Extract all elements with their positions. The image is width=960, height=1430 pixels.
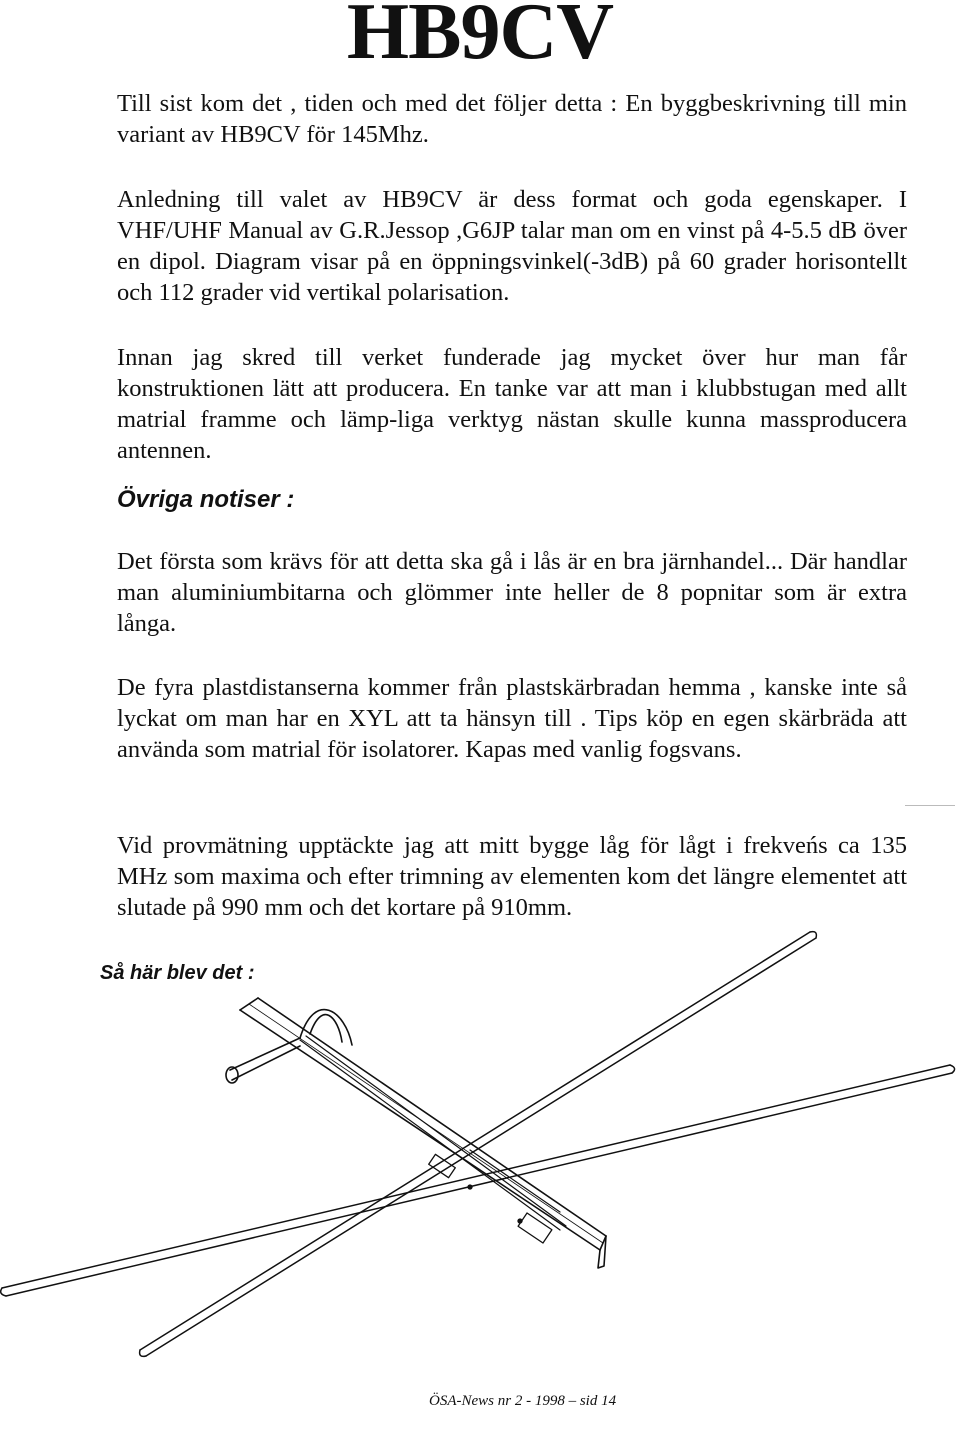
long-element (1, 1065, 955, 1296)
subheading-notices: Övriga notiser : (117, 486, 295, 513)
paragraph-motivation: Anledning till valet av HB9CV är dess format och goda egenskaper. I VHF/UHF Manual av G.R.Jessop ,G6JP talar man om en vinst på 4-5.5 dB över en dipol. Diagram visar på en öppningsvinkel(-3dB) på 60 grader horisontellt och 112 grader vid vertikal polarisation. (117, 186, 907, 306)
figure-caption: Så här blev det : (100, 962, 255, 984)
page-footer: ÖSA-News nr 2 - 1998 – sid 14 (429, 1393, 617, 1409)
paragraph-measurement: Vid provmätning upptäckte jag att mitt bygge låg för lågt i frekveńs ca 135 MHz som maxima och efter trimning av elementen kom det längre elementet att slutade på 990 mm och det kortare på 910mm. (117, 832, 907, 921)
paragraph-spacers: De fyra plastdistanserna kommer från plastskärbradan hemma , kanske inte så lyckat om man har en XYL att ta hänsyn till . Tips köp en egen skärbräda att använda som matrial för isolatorer. Kapas med vanlig fogsvans. (117, 674, 907, 763)
paragraph-hardware: Det första som krävs för att detta ska gå i lås är en bra järnhandel... Där handlar man aluminiumbitarna och glömmer inte heller de 8 popnitar som är extra långa. (117, 548, 907, 637)
paragraph-intro: Till sist kom det , tiden och med det följer detta : En byggbeskrivning till min variant av HB9CV för 145Mhz. (117, 90, 907, 148)
divider-mark (905, 805, 955, 806)
short-element (140, 932, 817, 1357)
page-title: HB9CV (346, 0, 614, 76)
antenna-illustration (0, 930, 960, 1370)
paragraph-production: Innan jag skred till verket funderade jag mycket över hur man får konstruktionen lätt att producera. En tanke var att man i klubbstugan med allt matrial framme och lämp-liga verktyg nästan skulle kunna massproducera antennen. (117, 344, 907, 464)
